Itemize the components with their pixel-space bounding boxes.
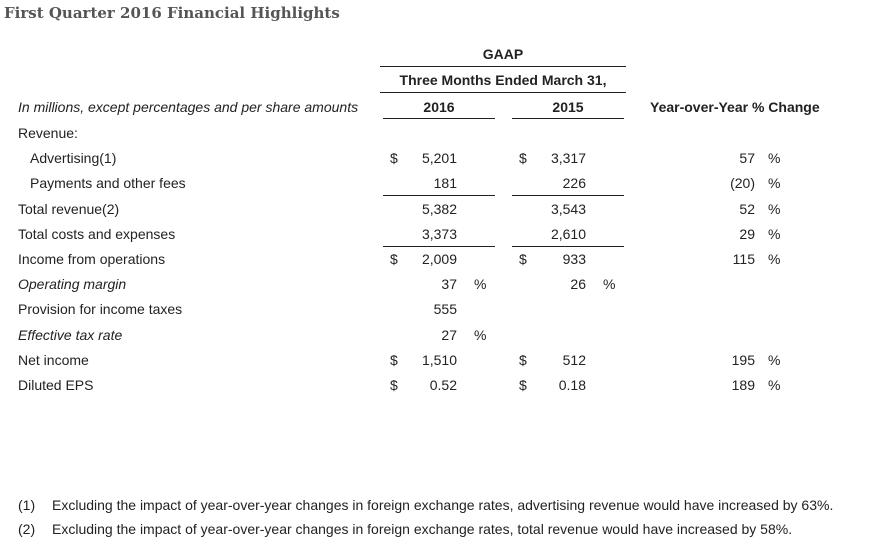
dollar-sign: $ [390,377,398,393]
value-2015: 2,610 [550,226,586,242]
percent-sign: % [768,201,781,217]
header-rule [380,92,626,93]
dollar-sign: $ [519,251,527,267]
column-header-change: Year-over-Year % Change [650,99,820,115]
value-2015: 226 [562,175,586,191]
subtotal-rule [383,246,495,247]
dollar-sign: $ [390,251,398,267]
subtotal-rule [512,195,624,196]
row-label: Effective tax rate [18,327,123,343]
percent-sign: % [474,327,487,343]
value-2016: 555 [433,301,457,317]
header-rule [380,66,626,67]
column-rule [512,118,624,119]
column-header-2016: 2016 [423,99,455,115]
value-2016: 27 [441,327,457,343]
value-2015: 512 [562,352,586,368]
yoy-change-value: 189 [731,377,755,393]
row-label: Advertising(1) [30,150,117,166]
dollar-sign: $ [519,150,527,166]
value-2015: 3,317 [550,150,586,166]
row-label: Payments and other fees [30,175,186,191]
footnote [18,497,833,513]
row-label: Provision for income taxes [18,301,183,317]
value-2016: 181 [433,175,457,191]
percent-sign: % [768,251,781,267]
value-2016: 3,373 [421,226,457,242]
yoy-change-value: 195 [731,352,755,368]
dollar-sign: $ [519,377,527,393]
row-label: Total costs and expenses [18,226,176,242]
period-header: Three Months Ended March 31, [399,72,607,88]
value-2015: 26 [570,276,586,292]
value-2016: 37 [441,276,457,292]
row-label: Total revenue(2) [18,201,120,217]
page-title: First Quarter 2016 Financial Highlights [4,4,340,22]
row-label: Revenue: [18,125,78,141]
percent-sign: % [474,276,487,292]
percent-sign: % [768,352,781,368]
dollar-sign: $ [519,352,527,368]
row-label: Income from operations [18,251,166,267]
footnote [18,521,792,537]
gaap-header: GAAP [482,46,524,62]
value-2015: 0.18 [558,377,586,393]
value-2016: 1,510 [421,352,457,368]
row-label: Diluted EPS [18,377,94,393]
yoy-change-value: 52 [739,201,755,217]
value-2016: 5,382 [421,201,457,217]
footnote-text: Excluding the impact of year-over-year changes in foreign exchange rates, advertising revenue would have increased by 63%. [52,497,834,513]
value-2016: 5,201 [421,150,457,166]
row-label: Net income [18,352,89,368]
yoy-change-value: 115 [732,251,755,267]
row-label-header: In millions, except percentages and per share amounts [18,99,359,115]
column-rule [383,118,495,119]
dollar-sign: $ [390,150,398,166]
footnote-text: Excluding the impact of year-over-year changes in foreign exchange rates, total revenue would have increased by 58%. [52,521,793,537]
subtotal-rule [383,195,495,196]
percent-sign: % [768,150,781,166]
value-2016: 2,009 [421,251,457,267]
row-label: Operating margin [18,276,127,292]
column-header-2015: 2015 [552,99,584,115]
value-2016: 0.52 [429,377,457,393]
dollar-sign: $ [390,352,398,368]
yoy-change-value: (20) [730,175,755,191]
percent-sign: % [768,377,781,393]
yoy-change-value: 29 [739,226,755,242]
percent-sign: % [603,276,616,292]
footnote-number: (2) [18,521,36,537]
value-2015: 933 [562,251,586,267]
subtotal-rule [512,246,624,247]
percent-sign: % [768,226,781,242]
yoy-change-value: 57 [739,150,755,166]
value-2015: 3,543 [550,201,586,217]
percent-sign: % [768,175,781,191]
footnote-number: (1) [18,497,36,513]
